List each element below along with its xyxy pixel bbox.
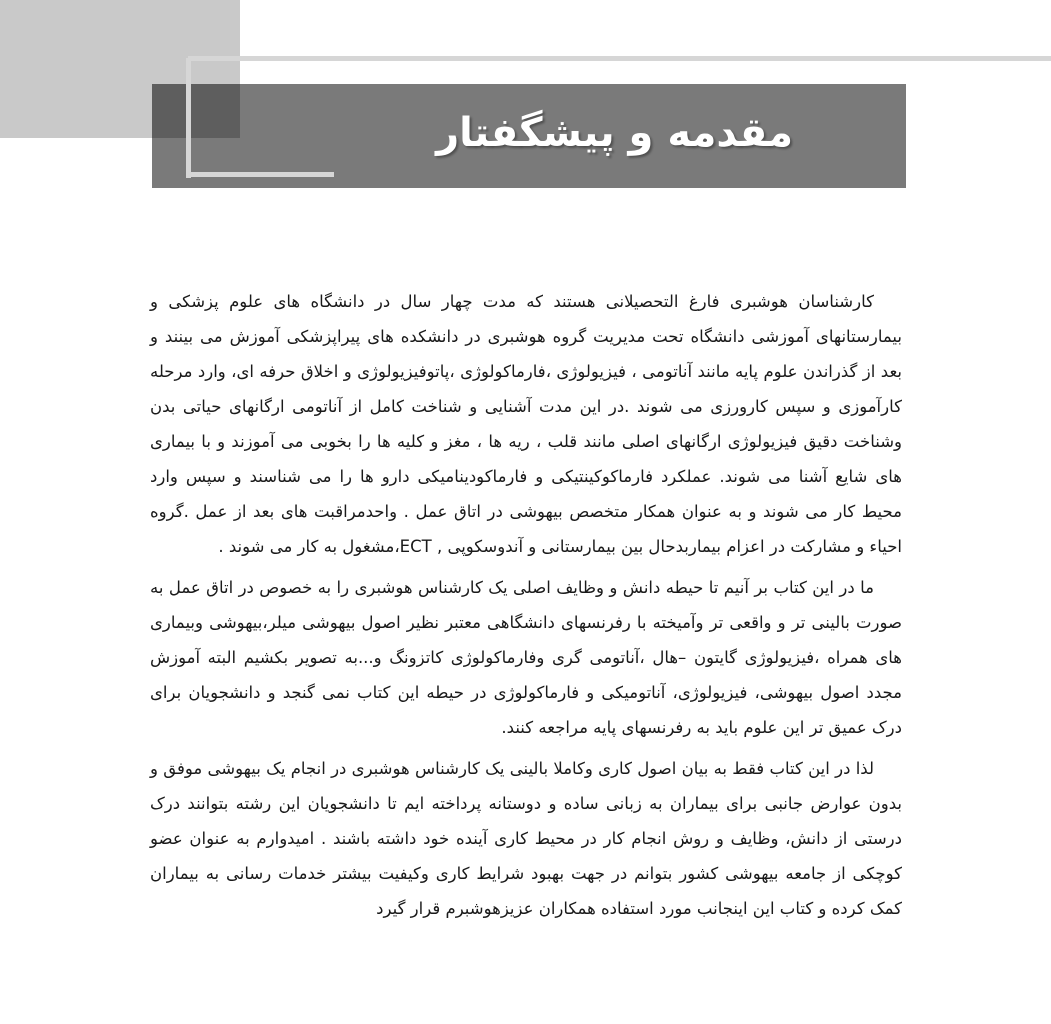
decorative-overlap bbox=[152, 84, 240, 138]
decorative-line-left bbox=[186, 58, 191, 178]
paragraph-1: کارشناسان هوشبری فارغ التحصیلانی هستند که مدت چهار سال در دانشگاه های علوم پزشکی و بیمارستانهای آموزشی دانشگاه تحت مدیریت گروه هوشبری در دانشکده های پیراپزشکی آموزش می بینند و بعد از گذراندن علوم پایه مانند آناتومی ، فیزیولوژی ،فارماکولوژی ،پاتوفیزیولوژی و اخلاق حرفه ای، وارد مرحله کارآموزی و سپس کارورزی می شوند .در این مدت آشنایی و شناخت کامل از آناتومی ارگانهای حیاتی بدن وشناخت دقیق فیزیولوژی ارگانهای اصلی مانند قلب ، ریه ها ، مغز و کلیه ها را بخوبی می آموزند و با بیماری های شایع آشنا می شوند. عملکرد فارماکوکینتیکی و فارماکودینامیکی دارو ها را می شناسند و سپس وارد محیط کار می شوند و به عنوان همکار متخصص بیهوشی در اتاق عمل . واحدمراقبت های بعد از عمل .گروه احیاء و مشارکت در اعزام بیماربدحال بین بیمارستانی و آندوسکوپی , ECT،مشغول به کار می شوند . bbox=[150, 292, 902, 556]
body-text bbox=[150, 284, 902, 932]
paragraph-2: ما در این کتاب بر آنیم تا حیطه دانش و وظایف اصلی یک کارشناس هوشبری را به خصوص در اتاق عمل به صورت بالینی تر و واقعی تر وآمیخته با رفرنسهای دانشگاهی معتبر نظیر اصول بیهوشی میلر،بیهوشی وبیماری های همراه ،فیزیولوژی گایتون –هال ،آناتومی گری وفارماکولوژی کاتزونگ و...به تصویر بکشیم البته آموزش مجدد اصول بیهوشی، فیزیولوژی، آناتومیکی و فارماکولوژی در حیطه این کتاب نمی گنجد و دانشجویان برای درک عمیق تر این علوم باید به رفرنسهای پایه مراجعه کنند. bbox=[150, 578, 902, 737]
page-title: مقدمه و پیشگفتار bbox=[436, 110, 793, 156]
decorative-line-top bbox=[188, 56, 1051, 61]
paragraph-3: لذا در این کتاب فقط به بیان اصول کاری وکاملا بالینی یک کارشناس هوشبری در انجام یک بیهوشی موفق و بدون عوارض جانبی برای بیماران به زبانی ساده و دوستانه پرداخته ایم تا دانشجویان این رشته بتوانند درک درستی از دانش، وظایف و روش انجام کار در محیط کاری آینده خود داشته باشند . امیدوارم به عنوان عضو کوچکی از جامعه بیهوشی کشور بتوانم در جهت بهبود شرایط کاری وکیفیت بیشتر خدمات رسانی به بیماران کمک کرده و کتاب این اینجانب مورد استفاده همکاران عزیزهوشبرم قرار گیرد bbox=[150, 759, 902, 918]
decorative-line-bottom bbox=[186, 172, 334, 177]
